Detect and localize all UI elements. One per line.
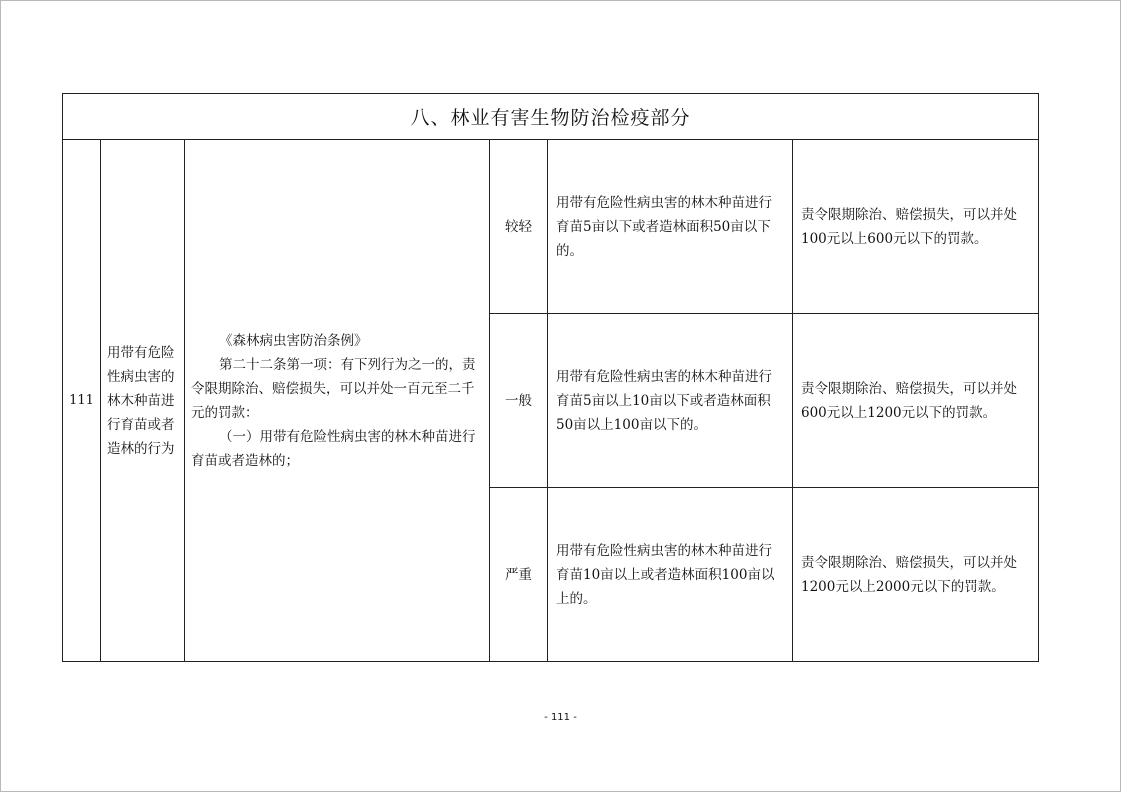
penalty-table	[62, 93, 1039, 662]
section-title: 八、林业有害生物防治检疫部分	[63, 94, 1039, 140]
level-penalty: 责令限期除治、赔偿损失，可以并处100元以上600元以下的罚款。	[793, 140, 1039, 314]
level-penalty: 责令限期除治、赔偿损失，可以并处1200元以上2000元以下的罚款。	[793, 488, 1039, 662]
level-description: 用带有危险性病虫害的林木种苗进行育苗10亩以上或者造林面积100亩以上的。	[548, 488, 793, 662]
violation-behavior: 用带有危险性病虫害的林木种苗进行育苗或者造林的行为	[101, 140, 185, 662]
table-row	[63, 140, 1039, 314]
legal-basis	[185, 140, 490, 662]
level-label: 一般	[490, 314, 548, 488]
basis-clause: （一）用带有危险性病虫害的林木种苗进行育苗或者造林的；	[191, 428, 476, 469]
level-label: 严重	[490, 488, 548, 662]
page-number: - 111 -	[544, 712, 577, 723]
basis-article: 第二十二条第一项：有下列行为之一的，责令限期除治、赔偿损失，可以并处一百元至二千元的罚款：	[191, 356, 476, 421]
level-penalty: 责令限期除治、赔偿损失，可以并处600元以上1200元以下的罚款。	[793, 314, 1039, 488]
basis-title: 《森林病虫害防治条例》	[219, 332, 368, 349]
level-label: 较轻	[490, 140, 548, 314]
item-number: 111	[63, 140, 101, 662]
level-description: 用带有危险性病虫害的林木种苗进行育苗5亩以下或者造林面积50亩以下的。	[548, 140, 793, 314]
level-description: 用带有危险性病虫害的林木种苗进行育苗5亩以上10亩以下或者造林面积50亩以上100亩以下的。	[548, 314, 793, 488]
